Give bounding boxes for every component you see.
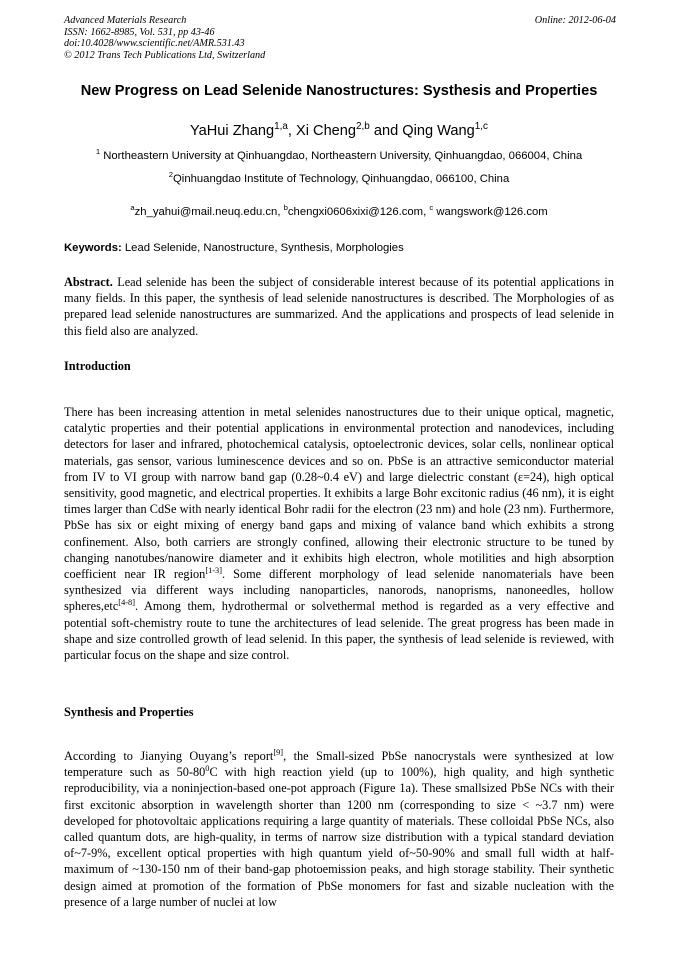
- author-sup: 2,b: [356, 121, 370, 133]
- author-sup: 1,c: [474, 121, 488, 133]
- keywords: [64, 242, 614, 254]
- author-name: Qing Wang: [402, 123, 475, 139]
- author-sup: 1,a: [274, 121, 288, 133]
- author-name: Xi Cheng: [296, 123, 357, 139]
- body-text: According to Jianying Ouyang’s report: [64, 749, 274, 763]
- citation[interactable]: [4-8]: [118, 598, 136, 608]
- affiliation-text: Qinhuangdao Institute of Technology, Qinhuangdao, 066100, China: [173, 173, 510, 185]
- email-link[interactable]: zh_yahui@mail.neuq.edu.cn,: [134, 206, 284, 218]
- body-text: There has been increasing attention in metal selenides nanostructures due to their unique optical, magnetic, catalytic properties and their potential applications in environmental protection and nanodevices, including detectors for laser and infrared, photochemical catalysis, optoelectronic devices, solar cells, nonlinear optical materials, gas sensor, various luminescence devices and so on. PbSe is an attractive semiconductor material from IV to VI group with narrow band gap (0.28~0.4 eV) and large dielectric constant (ε=24), high optical sensitivity, good magnetic, and electrical properties. It exhibits a large Bohr excitonic radius (46 nm), it is eight times larger than CdSe with nearly identical Bohr radii for the electron (23 nm) and hole (23 nm). Furthermore, PbSe has six or eight mixing of energy band gaps and mixing of valance band which exhibits a strong confinement. Also, both carriers are strongly confined, allowing their electronic structure to be tuned by changing nanotubes/nanowire diameter and it exhibits high electron, whole motilities and high absorption coefficient near IR region: [64, 405, 614, 582]
- introduction-paragraph: [64, 404, 614, 663]
- email-link[interactable]: chengxi0606xixi@126.com,: [287, 206, 430, 218]
- abstract-text: Lead selenide has been the subject of considerable interest because of its potential applications in many fields. In this paper, the synthesis of lead selenide nanostructures is described. The Morphologies of as prepared lead selenide nanostructures are summarized. And the applications and prospects of lead selenide in this field also are analyzed.: [64, 275, 614, 338]
- body-text: . Some different morphology of lead selenide nanomaterials have been synthesized via different ways including nanoparticles, nanorods, nanoprisms, nanoneedles, hollow spheres,etc: [64, 567, 614, 614]
- affiliation-2: [64, 170, 614, 185]
- email-link[interactable]: wangswork@126.com: [433, 206, 548, 218]
- section-heading: Introduction: [64, 359, 131, 373]
- email-sup: b: [283, 203, 288, 213]
- paper-title: New Progress on Lead Selenide Nanostructures: Systhesis and Properties: [80, 83, 598, 99]
- online-date: Online: 2012-06-04: [534, 15, 616, 26]
- journal-name: Advanced Materials Research: [64, 15, 187, 26]
- body-text: C with high reaction yield (up to 100%), high quality, and high synthetic reproducibility, via a noninjection-based one-pot approach (Figure 1a). These smallsized PbSe NCs with their first excitonic absorption in wavelength shorter than 1200 nm (corresponding to size < ~3.7 nm) were developed for photovoltaic applications requiring a large quantity of materials. These colloidal PbSe NCs, also called quantum dots, are high-quality, in terms of narrow size distribution with a typical standard deviation of~7-9%, excellent optical properties with high quantum yield of~50-90% and small full width at half-maximum of ~130-150 nm of their band-gap photoemission peaks, and high storage stability. Their synthetic design aimed at promotion of the formation of PbSe monomers for fast and sizable nucleation with the presence of a large number of nuclei at low: [64, 765, 614, 909]
- author-and: and: [369, 123, 403, 139]
- author-separator: ,: [287, 123, 296, 139]
- affiliation-sup: 1: [95, 147, 101, 157]
- body-text: . Among them, hydrothermal or solvethermal method is regarded as a very effective and potential soft-chemistry route to tune the architectures of lead selenide. The great progress has been made in shape and size controlled growth of lead selenid. In this paper, the synthesis of lead selenide is reviewed, with particular focus on the shape and size control.: [64, 599, 614, 663]
- author-name: YaHui Zhang: [190, 123, 275, 139]
- doi-line: doi:10.4028/www.scientific.net/AMR.531.43: [64, 38, 245, 50]
- degree-sup: 0: [205, 764, 210, 774]
- abstract-label: Abstract.: [64, 275, 113, 289]
- affiliation-text: Northeastern University at Qinhuangdao, Northeastern University, Qinhuangdao, 066004, China: [100, 150, 583, 162]
- abstract: [64, 274, 614, 339]
- copyright-line: © 2012 Trans Tech Publications Ltd, Switzerland: [64, 49, 266, 61]
- body-text: , the Small-sized PbSe nanocrystals were synthesized at low temperature such as 50-80: [64, 749, 614, 780]
- keywords-text: Lead Selenide, Nanostructure, Synthesis, Morphologies: [121, 242, 404, 254]
- citation[interactable]: [9]: [273, 747, 284, 757]
- section-heading: Synthesis and Properties: [64, 705, 194, 719]
- synthesis-paragraph: [64, 748, 614, 910]
- author-list: [64, 123, 614, 139]
- journal-header: [64, 15, 265, 61]
- citation[interactable]: [1-3]: [205, 565, 223, 575]
- email-sup: a: [130, 203, 135, 213]
- email-list: [64, 203, 614, 218]
- affiliation-1: [64, 147, 614, 162]
- affiliation-sup: 2: [168, 170, 174, 180]
- issn-line: ISSN: 1662-8985, Vol. 531, pp 43-46: [64, 26, 215, 38]
- keywords-label: Keywords:: [64, 242, 122, 254]
- email-sup: c: [429, 203, 434, 213]
